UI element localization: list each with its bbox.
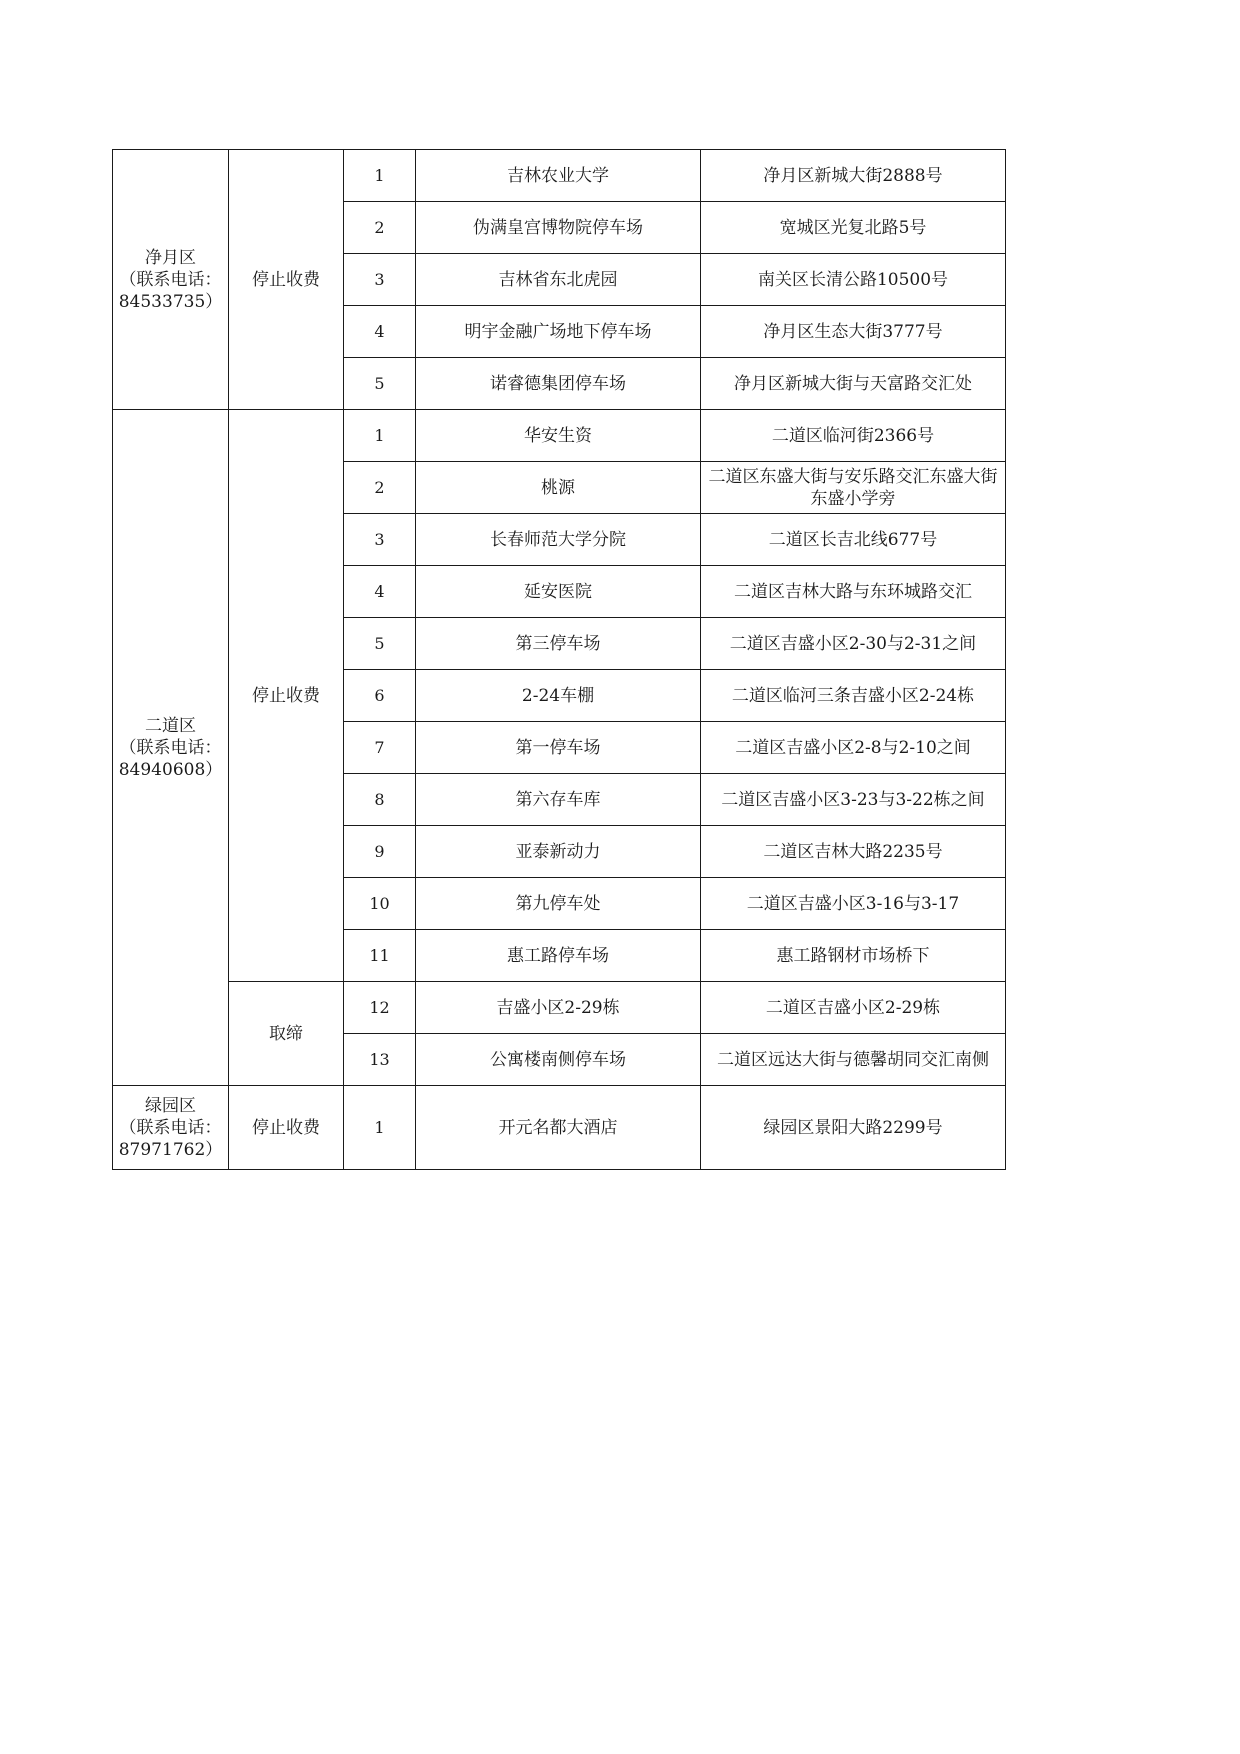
row-number: 11 — [344, 930, 416, 982]
lot-name: 第三停车场 — [416, 618, 701, 670]
lot-name: 公寓楼南侧停车场 — [416, 1034, 701, 1086]
district-phone-label: （联系电话： — [119, 1117, 222, 1138]
row-number: 3 — [344, 254, 416, 306]
lot-address: 二道区吉林大路2235号 — [701, 826, 1006, 878]
lot-address: 净月区生态大街3777号 — [701, 306, 1006, 358]
row-number: 5 — [344, 358, 416, 410]
lot-address: 净月区新城大街与天富路交汇处 — [701, 358, 1006, 410]
district-phone-label: （联系电话： — [119, 737, 222, 758]
row-number: 8 — [344, 774, 416, 826]
district-name: 净月区 — [145, 247, 196, 268]
lot-name: 第一停车场 — [416, 722, 701, 774]
district-phone-number: 84533735） — [118, 291, 223, 312]
lot-name: 长春师范大学分院 — [416, 514, 701, 566]
table-row — [113, 150, 1006, 202]
district-cell — [113, 150, 229, 410]
lot-name: 第九停车处 — [416, 878, 701, 930]
status-cell: 停止收费 — [229, 410, 344, 982]
lot-address: 二道区临河三条吉盛小区2-24栋 — [701, 670, 1006, 722]
row-number: 10 — [344, 878, 416, 930]
lot-address: 二道区远达大街与德馨胡同交汇南侧 — [701, 1034, 1006, 1086]
row-number: 9 — [344, 826, 416, 878]
district-phone-number: 87971762） — [118, 1139, 223, 1160]
status-cell: 停止收费 — [229, 150, 344, 410]
table-row — [113, 1086, 1006, 1170]
row-number: 4 — [344, 566, 416, 618]
lot-address: 二道区长吉北线677号 — [701, 514, 1006, 566]
row-number: 13 — [344, 1034, 416, 1086]
row-number: 7 — [344, 722, 416, 774]
table-row — [113, 982, 1006, 1034]
row-number: 5 — [344, 618, 416, 670]
district-cell — [113, 1086, 229, 1170]
lot-address: 净月区新城大街2888号 — [701, 150, 1006, 202]
row-number: 3 — [344, 514, 416, 566]
district-phone-number: 84940608） — [118, 759, 223, 780]
lot-name: 华安生资 — [416, 410, 701, 462]
lot-address: 惠工路钢材市场桥下 — [701, 930, 1006, 982]
lot-name: 延安医院 — [416, 566, 701, 618]
lot-name: 桃源 — [416, 462, 701, 514]
lot-address: 二道区吉盛小区2-29栋 — [701, 982, 1006, 1034]
lot-name: 吉林省东北虎园 — [416, 254, 701, 306]
district-name: 二道区 — [145, 715, 196, 736]
lot-address: 宽城区光复北路5号 — [701, 202, 1006, 254]
lot-name: 2-24车棚 — [416, 670, 701, 722]
lot-name: 伪满皇宫博物院停车场 — [416, 202, 701, 254]
row-number: 4 — [344, 306, 416, 358]
lot-address: 南关区长清公路10500号 — [701, 254, 1006, 306]
parking-lot-table — [112, 149, 1006, 1170]
lot-address: 二道区吉盛小区2-8与2-10之间 — [701, 722, 1006, 774]
lot-name: 第六存车库 — [416, 774, 701, 826]
table-row — [113, 410, 1006, 462]
lot-address: 绿园区景阳大路2299号 — [701, 1086, 1006, 1170]
lot-address: 二道区吉盛小区3-23与3-22栋之间 — [701, 774, 1006, 826]
lot-address: 二道区吉林大路与东环城路交汇 — [701, 566, 1006, 618]
lot-address: 二道区吉盛小区3-16与3-17 — [701, 878, 1006, 930]
lot-address: 二道区东盛大街与安乐路交汇东盛大街东盛小学旁 — [701, 462, 1006, 514]
row-number: 2 — [344, 462, 416, 514]
lot-address: 二道区临河街2366号 — [701, 410, 1006, 462]
district-phone-label: （联系电话： — [119, 269, 222, 290]
row-number: 1 — [344, 410, 416, 462]
status-cell: 停止收费 — [229, 1086, 344, 1170]
lot-address: 二道区吉盛小区2-30与2-31之间 — [701, 618, 1006, 670]
status-cell: 取缔 — [229, 982, 344, 1086]
lot-name: 明宇金融广场地下停车场 — [416, 306, 701, 358]
row-number: 1 — [344, 150, 416, 202]
lot-name: 开元名都大酒店 — [416, 1086, 701, 1170]
row-number: 12 — [344, 982, 416, 1034]
row-number: 2 — [344, 202, 416, 254]
lot-name: 吉林农业大学 — [416, 150, 701, 202]
lot-name: 吉盛小区2-29栋 — [416, 982, 701, 1034]
lot-name: 诺睿德集团停车场 — [416, 358, 701, 410]
row-number: 6 — [344, 670, 416, 722]
lot-name: 惠工路停车场 — [416, 930, 701, 982]
district-name: 绿园区 — [145, 1095, 196, 1116]
row-number: 1 — [344, 1086, 416, 1170]
lot-name: 亚泰新动力 — [416, 826, 701, 878]
district-cell — [113, 410, 229, 1086]
